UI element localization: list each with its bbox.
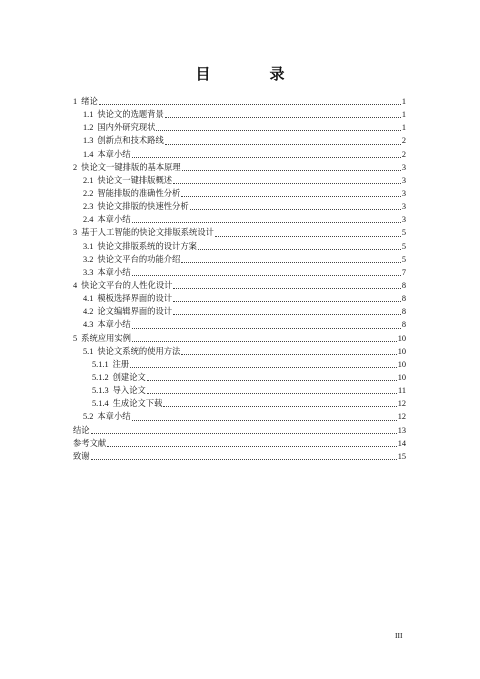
- toc-entry[interactable]: [73, 213, 406, 226]
- toc-entry-title: 基于人工智能的快论文排版系统设计: [81, 227, 214, 238]
- toc-entry-page: 1: [401, 110, 406, 120]
- dot-leader: [132, 157, 401, 158]
- toc-entry[interactable]: [73, 95, 406, 108]
- toc-entry-page: 5: [401, 228, 406, 238]
- toc-entry-number: 2: [73, 162, 78, 172]
- dot-leader: [163, 406, 396, 407]
- toc-entry-title: 快论文平台的人性化设计: [81, 279, 173, 290]
- toc-entry-title: 快论文一键排版的基本原理: [81, 161, 181, 172]
- toc-entry-title: 智能排版的准确性分析: [97, 187, 181, 198]
- toc-entry-number: 1.3: [83, 136, 94, 146]
- toc-entry-title: 快论文系统的使用方法: [97, 345, 181, 356]
- toc-entry[interactable]: [73, 318, 406, 331]
- toc-entry[interactable]: [73, 161, 406, 174]
- toc-entry-title: 快论文排版的快速性分析: [97, 201, 189, 212]
- toc-entry[interactable]: [73, 174, 406, 187]
- toc-entry[interactable]: [73, 148, 406, 161]
- toc-entry-title: 系统应用实例: [81, 332, 131, 343]
- toc-entry[interactable]: [73, 384, 406, 397]
- toc-entry-title: 模板选择界面的设计: [97, 293, 173, 304]
- toc-entry-page: 1: [401, 123, 406, 133]
- toc-entry-page: 10: [397, 346, 406, 356]
- toc-entry-page: 1: [401, 97, 406, 106]
- dot-leader: [132, 222, 401, 223]
- toc-entry[interactable]: [73, 450, 406, 463]
- toc-entry-title: 本章小结: [97, 319, 131, 330]
- toc-entry-number: 5.1.2: [92, 372, 109, 382]
- toc-entry-title: 导入论文: [112, 385, 146, 396]
- toc-entry[interactable]: [73, 279, 406, 292]
- toc-entry-page: 8: [401, 320, 406, 330]
- dot-leader: [173, 288, 400, 289]
- toc-entry-number: 4.3: [83, 320, 94, 330]
- toc-entry-number: 4: [73, 280, 78, 290]
- toc-entry-number: 4.2: [83, 307, 94, 317]
- toc-entry-page: 3: [401, 175, 406, 185]
- toc-entry-page: 12: [397, 412, 406, 422]
- dot-leader: [215, 236, 401, 237]
- toc-entry-page: 10: [397, 333, 406, 343]
- toc-entry-title: 本章小结: [97, 411, 131, 422]
- toc-entry-title: 参考文献: [73, 437, 107, 448]
- dot-leader: [91, 459, 397, 460]
- dot-leader: [173, 314, 401, 315]
- toc-entry-page: 8: [401, 307, 406, 317]
- toc-entry[interactable]: [73, 253, 406, 266]
- dot-leader: [198, 249, 401, 250]
- toc-entry[interactable]: [73, 410, 406, 423]
- toc-entry-title: 快论文一键排版概述: [97, 174, 173, 185]
- page-number: III: [395, 631, 403, 640]
- toc-entry-number: 2.1: [83, 175, 94, 185]
- toc-entry-number: 5: [73, 333, 78, 343]
- toc-entry-page: 2: [401, 149, 406, 159]
- dot-leader: [147, 393, 397, 394]
- dot-leader: [132, 328, 401, 329]
- toc-entry[interactable]: [73, 358, 406, 371]
- dot-leader: [181, 354, 396, 355]
- toc-entry[interactable]: [73, 332, 406, 345]
- toc-entry[interactable]: [73, 187, 406, 200]
- toc-entry-number: 3.2: [83, 254, 94, 264]
- dot-leader: [132, 420, 397, 421]
- toc-entry-page: 14: [397, 438, 406, 448]
- toc-entry-page: 3: [401, 215, 406, 225]
- toc-entry-title: 国内外研究现状: [97, 122, 156, 133]
- table-of-contents: [73, 95, 406, 463]
- toc-entry-title: 生成论文下载: [112, 398, 163, 409]
- toc-entry-number: 1: [73, 97, 78, 106]
- toc-entry-page: 3: [401, 162, 406, 172]
- toc-entry[interactable]: [73, 345, 406, 358]
- toc-entry-title: 绪论: [81, 96, 98, 106]
- toc-entry[interactable]: [73, 424, 406, 437]
- toc-entry-page: 3: [401, 188, 406, 198]
- dot-leader: [182, 170, 401, 171]
- dot-leader: [165, 117, 401, 118]
- toc-entry-number: 1.1: [83, 110, 94, 120]
- dot-leader: [165, 144, 401, 145]
- toc-entry-page: 12: [397, 399, 406, 409]
- toc-entry-page: 10: [397, 359, 406, 369]
- toc-entry-number: 5.1.1: [92, 359, 109, 369]
- dot-leader: [132, 275, 401, 276]
- toc-entry-number: 5.1.4: [92, 399, 109, 409]
- toc-entry[interactable]: [73, 437, 406, 450]
- toc-entry-page: 7: [401, 267, 406, 277]
- toc-entry-number: 1.2: [83, 123, 94, 133]
- toc-entry[interactable]: [73, 397, 406, 410]
- toc-entry-page: 5: [401, 241, 406, 251]
- toc-entry-title: 快论文排版系统的设计方案: [97, 240, 197, 251]
- dot-leader: [99, 104, 401, 105]
- toc-entry-title: 本章小结: [97, 148, 131, 159]
- toc-entry-page: 15: [397, 451, 406, 461]
- toc-entry-number: 2.3: [83, 202, 94, 212]
- toc-entry-number: 4.1: [83, 294, 94, 304]
- toc-entry-title: 快论文的选题背景: [97, 109, 164, 120]
- toc-entry-page: 13: [397, 425, 406, 435]
- toc-entry[interactable]: [73, 371, 406, 384]
- toc-entry[interactable]: [73, 121, 406, 134]
- toc-entry-number: 5.1: [83, 346, 94, 356]
- toc-entry-page: 3: [401, 202, 406, 212]
- toc-entry[interactable]: [73, 240, 406, 253]
- toc-entry-page: 2: [401, 136, 406, 146]
- dot-leader: [147, 380, 397, 381]
- toc-entry-number: 3: [73, 228, 78, 238]
- dot-leader: [173, 301, 401, 302]
- dot-leader: [156, 130, 400, 131]
- toc-entry[interactable]: [73, 108, 406, 121]
- toc-entry[interactable]: [73, 134, 406, 147]
- toc-entry-title: 结论: [73, 424, 90, 435]
- toc-entry[interactable]: [73, 266, 406, 279]
- toc-entry-title: 致谢: [73, 450, 90, 461]
- toc-entry-number: 2.2: [83, 188, 94, 198]
- toc-entry-number: 2.4: [83, 215, 94, 225]
- dot-leader: [91, 433, 397, 434]
- dot-leader: [132, 341, 397, 342]
- dot-leader: [107, 446, 397, 447]
- toc-entry-title: 快论文平台的功能介绍: [97, 253, 181, 264]
- dot-leader: [190, 209, 401, 210]
- toc-entry-title: 创建论文: [112, 371, 146, 382]
- toc-title: 目 录: [195, 65, 307, 83]
- toc-entry-title: 论文编辑界面的设计: [97, 306, 173, 317]
- toc-entry-page: 5: [401, 254, 406, 264]
- toc-entry[interactable]: [73, 226, 406, 239]
- dot-leader: [130, 367, 397, 368]
- toc-entry-title: 本章小结: [97, 214, 131, 225]
- toc-entry-page: 10: [397, 372, 406, 382]
- toc-entry-number: 3.3: [83, 267, 94, 277]
- toc-entry-title: 创新点和技术路线: [97, 135, 164, 146]
- toc-entry-title: 注册: [112, 358, 130, 369]
- toc-entry-page: 8: [401, 280, 406, 290]
- toc-entry[interactable]: [73, 305, 406, 318]
- toc-entry-page: 8: [401, 294, 406, 304]
- toc-entry[interactable]: [73, 200, 406, 213]
- toc-entry-page: 11: [398, 386, 406, 396]
- toc-entry-number: 5.2: [83, 412, 94, 422]
- toc-entry[interactable]: [73, 292, 406, 305]
- toc-entry-number: 5.1.3: [92, 386, 109, 396]
- toc-entry-number: 3.1: [83, 241, 94, 251]
- dot-leader: [173, 183, 401, 184]
- dot-leader: [181, 196, 400, 197]
- dot-leader: [181, 262, 400, 263]
- toc-entry-title: 本章小结: [97, 266, 131, 277]
- toc-entry-number: 1.4: [83, 149, 94, 159]
